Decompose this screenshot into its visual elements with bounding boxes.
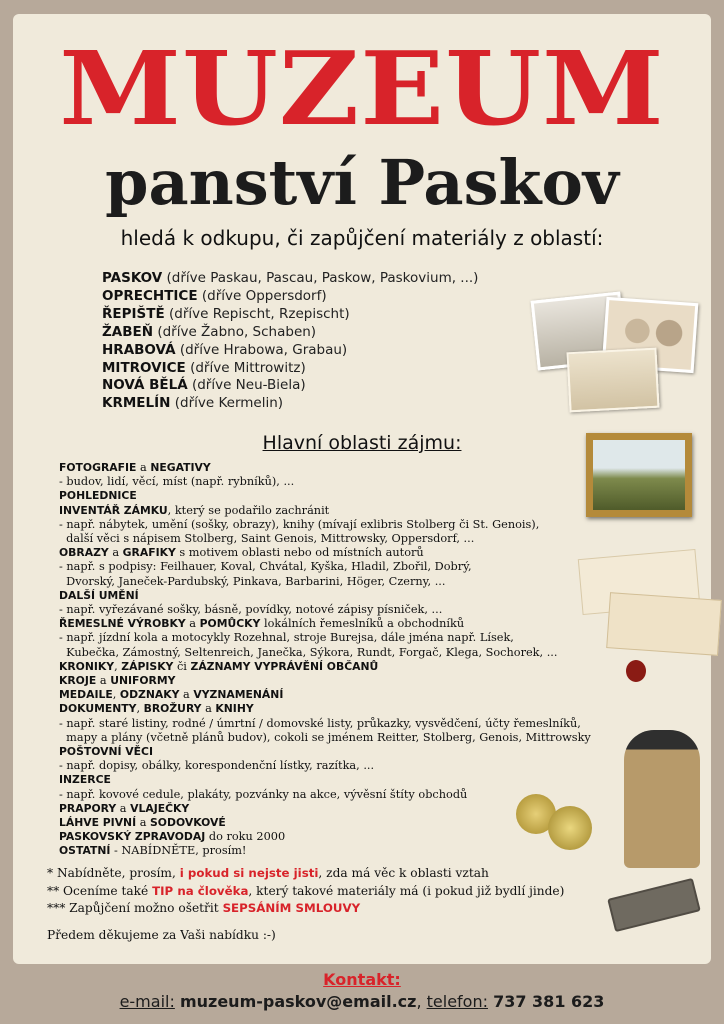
phone-number[interactable]: 737 381 623 — [493, 992, 605, 1011]
postcard-image — [566, 348, 659, 413]
interest-keyword: KROJE — [59, 674, 97, 688]
interest-line — [59, 589, 634, 603]
place-alt-names: (dříve Žabno, Schaben) — [153, 323, 317, 340]
interest-text: , — [114, 659, 122, 673]
interest-line — [59, 759, 634, 773]
notes — [47, 865, 564, 918]
interest-line — [59, 844, 634, 858]
interest-line — [59, 461, 634, 475]
place-name: ŽABEŇ — [102, 323, 154, 340]
interest-line — [59, 745, 634, 759]
interest-keyword: ŘEMESLNÉ VÝROBKY — [59, 617, 186, 631]
note-highlight: SEPSÁNÍM SMLOUVY — [222, 901, 361, 915]
thanks-text: Předem děkujeme za Vaši nabídku :-) — [47, 928, 276, 942]
interest-text: a — [179, 688, 194, 702]
note-text: , který takové materiály má (i pokud již bydlí jinde) — [248, 883, 565, 898]
phone-label: telefon: — [426, 992, 488, 1011]
place-item — [102, 270, 478, 288]
interest-line — [59, 617, 634, 631]
interest-text: lokálních řemeslníků a obchodníků — [260, 617, 465, 631]
note-highlight: TIP na člověka — [152, 883, 249, 898]
note-line — [47, 883, 564, 901]
interest-text: - NABÍDNĚTE, prosím! — [110, 844, 247, 858]
interest-text: a — [96, 674, 111, 688]
interest-keyword: FOTOGRAFIE — [59, 461, 137, 474]
wax-seal-icon — [626, 660, 646, 682]
interest-keyword: ODZNAKY — [119, 688, 180, 702]
interest-keyword: PRAPORY — [59, 801, 117, 815]
place-name: NOVÁ BĚLÁ — [102, 377, 188, 394]
note-text: ** Oceníme také — [47, 883, 153, 898]
interest-text: mapy a plány (včetně plánů budov), cokoli se jménem Reitter, Stolberg, Genois, Mittrowsky — [59, 730, 591, 744]
interest-text: Kubečka, Zámostný, Seltenreich, Janečka, Sýkora, Rundt, Forgač, Klega, Sochorek, ... — [59, 645, 558, 659]
interest-keyword: UNIFORMY — [110, 674, 176, 688]
place-item — [102, 377, 478, 395]
place-item — [102, 306, 478, 324]
place-name: ŘEPIŠTĚ — [102, 305, 165, 322]
interest-keyword: BROŽURY — [143, 702, 202, 716]
place-item — [102, 342, 478, 360]
interest-keyword: DALŠÍ UMĚNÍ — [59, 588, 139, 602]
note-text: * Nabídněte, prosím, — [47, 866, 180, 880]
place-alt-names: (dříve Mittrowitz) — [185, 359, 306, 376]
interest-keyword: SODOVKOVÉ — [150, 816, 226, 830]
interest-keyword: POHLEDNICE — [59, 489, 137, 503]
interest-line — [59, 674, 634, 688]
place-name: MITROVICE — [102, 359, 186, 376]
poster-title: MUZEUM — [59, 29, 665, 148]
section-title: Hlavní oblasti zájmu: — [262, 432, 462, 454]
interest-line — [59, 631, 634, 645]
interest-line — [59, 603, 634, 617]
interest-text: a — [136, 816, 151, 830]
old-document-image — [606, 592, 722, 656]
contact-title: Kontakt: — [323, 970, 401, 989]
email-label: e-mail: — [119, 992, 175, 1011]
interest-keyword: PASKOVSKÝ ZPRAVODAJ — [59, 830, 206, 844]
interest-keyword: GRAFIKY — [122, 546, 176, 560]
interest-keyword: LÁHVE PIVNÍ — [59, 816, 137, 830]
interest-line — [59, 504, 634, 518]
interest-line — [59, 773, 634, 787]
interest-keyword: ZÁZNAMY VYPRÁVĚNÍ OBČANŮ — [190, 659, 379, 673]
interest-line — [59, 646, 634, 660]
interest-text: a — [185, 617, 200, 631]
place-item — [102, 288, 478, 306]
poster-subtitle: panství Paskov — [105, 146, 619, 219]
interest-keyword: INZERCE — [59, 773, 111, 787]
medal-icon — [548, 806, 592, 850]
note-highlight: i pokud si nejste jisti — [179, 866, 319, 880]
note-line — [47, 900, 564, 918]
interest-text: a — [201, 702, 216, 716]
interest-text: - např. dopisy, obálky, korespondenční lístky, razítka, ... — [59, 759, 375, 773]
interest-line — [59, 731, 634, 745]
interest-keyword: VYZNAMENÁNÍ — [193, 688, 284, 702]
interest-text: s motivem oblasti nebo od místních autorů — [175, 546, 424, 560]
interest-keyword: POŠTOVNÍ VĚCI — [59, 745, 153, 759]
interest-keyword: MEDAILE — [59, 688, 113, 702]
place-alt-names: (dříve Oppersdorf) — [197, 287, 327, 304]
interest-line — [59, 489, 634, 503]
place-item — [102, 324, 478, 342]
interest-line — [59, 532, 634, 546]
interest-line — [59, 546, 634, 560]
interest-line — [59, 475, 634, 489]
interest-text: - budov, lidí, věcí, míst (např. rybníků), ... — [59, 475, 295, 489]
interest-text: - např. nábytek, umění (sošky, obrazy), knihy (mívají exlibris Stolberg či St. Genois), — [59, 517, 540, 531]
contact-separator: , — [416, 992, 427, 1011]
interest-text: a — [136, 461, 151, 474]
interest-line — [59, 688, 634, 702]
interest-text: - např. kovové cedule, plakáty, pozvánky na akce, vývěsní štíty obchodů — [59, 787, 468, 801]
interest-keyword: INVENTÁŘ ZÁMKU — [59, 503, 168, 517]
interest-text: a — [108, 546, 123, 560]
interest-line — [59, 660, 634, 674]
interest-keyword: POMŮCKY — [199, 617, 261, 631]
place-alt-names: (dříve Hrabowa, Grabau) — [175, 341, 348, 358]
interest-keyword: OBRAZY — [59, 546, 109, 560]
uniform-image — [624, 730, 700, 868]
note-text: , zda má věc k oblasti vztah — [318, 866, 489, 880]
interest-line — [59, 518, 634, 532]
place-name: OPRECHTICE — [102, 287, 198, 304]
note-text: *** Zapůjčení možno ošetřit — [47, 901, 223, 915]
interest-line — [59, 575, 634, 589]
place-name: HRABOVÁ — [102, 341, 176, 358]
interest-text: - např. s podpisy: Feilhauer, Koval, Chvátal, Kyška, Hladil, Zbořil, Dobrý, — [59, 560, 472, 574]
interest-keyword: OSTATNÍ — [59, 844, 111, 858]
place-item — [102, 360, 478, 378]
interest-keyword: NEGATIVY — [150, 461, 211, 474]
email-link[interactable]: muzeum-paskov@email.cz — [179, 992, 417, 1011]
interest-text: do roku 2000 — [205, 830, 286, 844]
place-name: PASKOV — [102, 270, 163, 286]
landscape-painting — [586, 433, 692, 517]
interest-keyword: VLAJEČKY — [130, 801, 190, 815]
interest-text: , který se podařilo zachránit — [167, 503, 330, 517]
interest-text: - např. staré listiny, rodné / úmrtní / domovské listy, průkazky, vysvědčení, účty řemeslníků, — [59, 716, 581, 730]
places-list — [102, 270, 478, 413]
interest-line — [59, 717, 634, 731]
place-alt-names: (dříve Kermelin) — [170, 395, 284, 412]
place-alt-names: (dříve Repischt, Rzepischt) — [164, 305, 350, 322]
interest-text: - např. vyřezávané sošky, básně, povídky, notové zápisy písniček, ... — [59, 603, 443, 617]
interest-text: či — [173, 659, 191, 673]
interest-text: , — [112, 688, 120, 702]
place-alt-names: (dříve Neu-Biela) — [187, 377, 306, 394]
interest-text: Dvorský, Janeček-Pardubský, Pinkava, Barbarini, Höger, Czerny, ... — [59, 574, 446, 588]
interest-keyword: KRONIKY — [59, 659, 115, 673]
interest-text: a — [116, 801, 131, 815]
interest-keyword: KNIHY — [215, 702, 254, 716]
interest-line — [59, 560, 634, 574]
note-line — [47, 865, 564, 883]
interest-text: , — [136, 702, 144, 716]
contact-line — [0, 992, 724, 1011]
interest-text: další věci s nápisem Stolberg, Saint Genois, Mittrowsky, Oppersdorf, ... — [59, 532, 475, 546]
place-alt-names: (dříve Paskau, Pascau, Paskow, Paskovium, ...) — [162, 270, 479, 286]
place-name: KRMELÍN — [102, 395, 171, 412]
interest-text: - např. jízdní kola a motocykly Rozehnal, stroje Burejsa, dále jména např. Lísek, — [59, 631, 514, 645]
interest-keyword: DOKUMENTY — [59, 702, 137, 716]
place-item — [102, 395, 478, 413]
tagline: hledá k odkupu, či zapůjčení materiály z oblastí: — [120, 226, 604, 250]
interest-keyword: ZÁPISKY — [121, 659, 174, 673]
interest-line — [59, 702, 634, 716]
